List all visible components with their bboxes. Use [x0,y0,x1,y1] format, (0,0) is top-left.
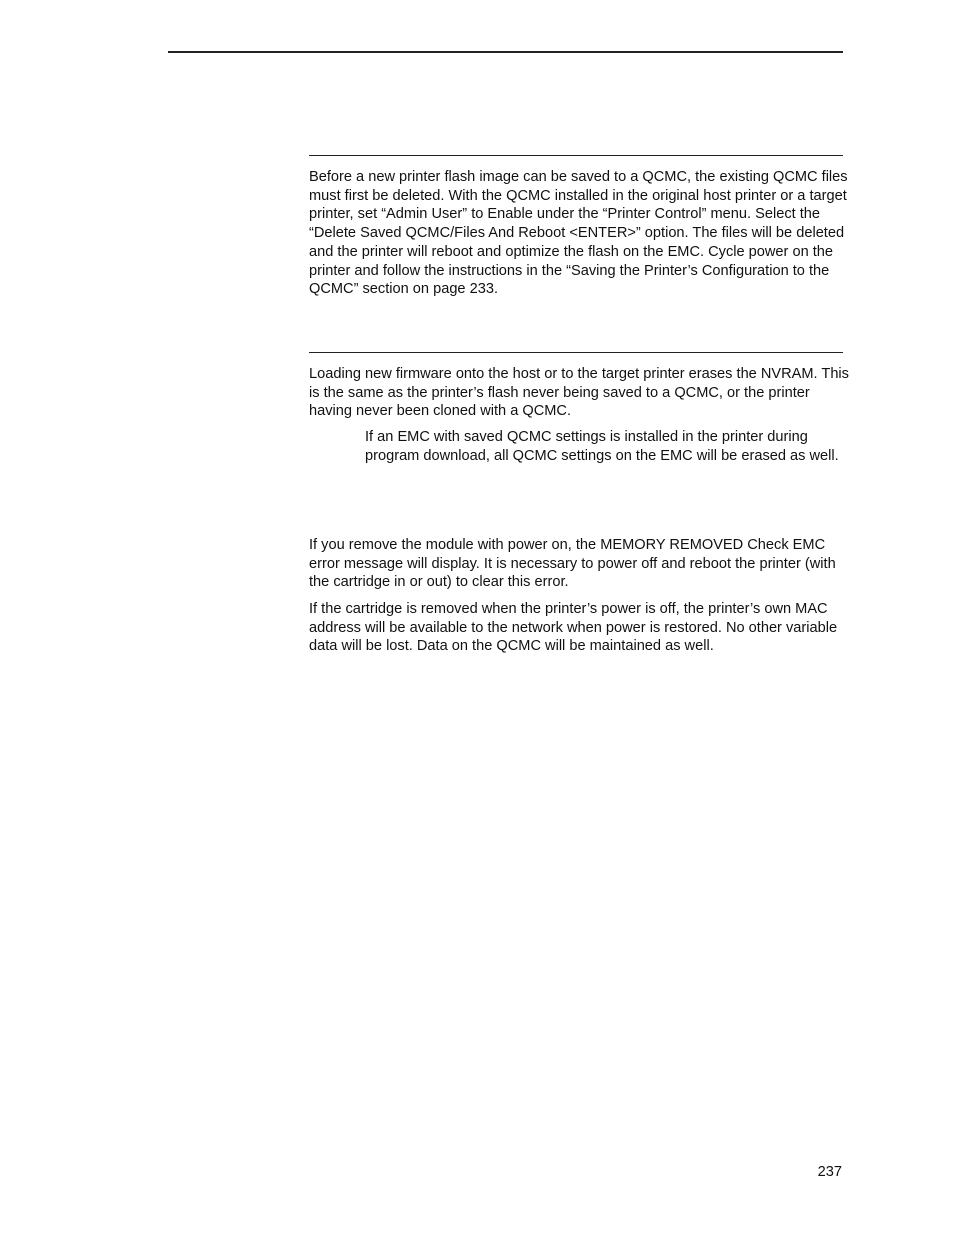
header-rule [168,51,843,53]
note-paragraph: If an EMC with saved QCMC settings is installed in the printer during program download, all QCMC settings on the EMC will be erased as well. [365,429,839,464]
body-paragraph: Before a new printer flash image can be saved to a QCMC, the existing QCMC files must first be deleted. With the QCMC installed in the original host printer or a target printer, set “Admin User” to Enable under the “Printer Control” menu. Select the “Delete Saved QCMC/Files And Reboot <ENTER>” option. The files will be deleted and the printer will reboot and optimize the flash on the EMC. Cycle power on the printer and follow the instructions in the “Saving the Printer’s Configuration to the QCMC” section on page 233. [309,169,848,298]
body-paragraph: If the cartridge is removed when the printer’s power is off, the printer’s own MAC address will be available to the network when power is restored. No other variable data will be lost. Data on the QCMC will be maintained as well. [309,601,838,655]
page-number: 237 [817,1164,842,1180]
body-paragraph: Loading new firmware onto the host or to the target printer erases the NVRAM. This is the same as the printer’s flash never being saved to a QCMC, or the printer having never been cloned with a QCMC. [309,366,849,420]
section-divider [309,155,843,156]
section-divider [309,352,843,353]
body-paragraph: If you remove the module with power on, the MEMORY REMOVED Check EMC error message will display. It is necessary to power off and reboot the printer (with the cartridge in or out) to clear this error. [309,537,836,591]
